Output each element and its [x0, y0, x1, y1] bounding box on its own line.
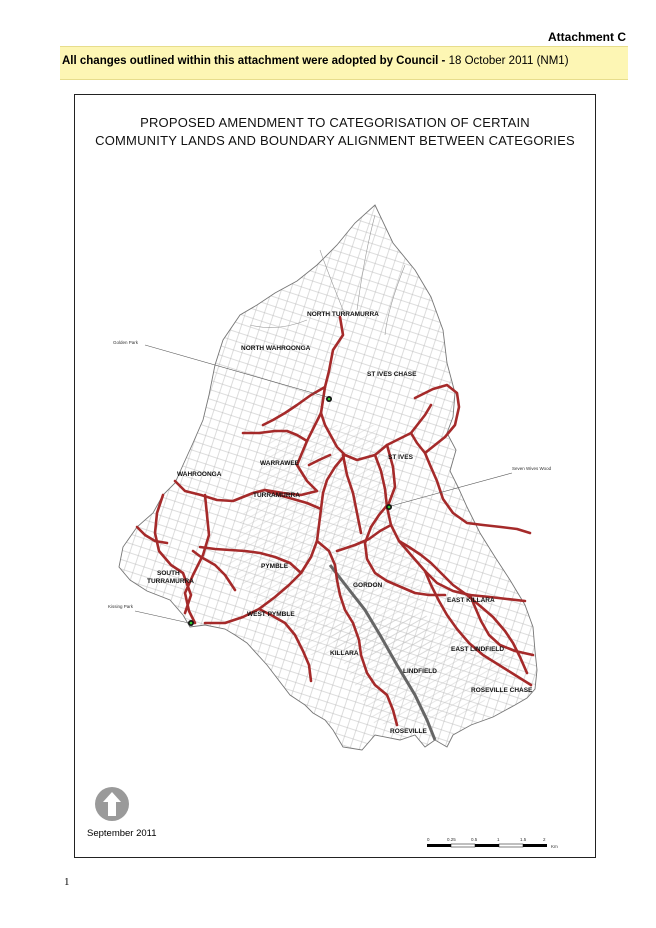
label-pymble: PYMBLE: [261, 563, 289, 570]
page-number: 1: [64, 876, 70, 888]
banner-date-text: 18 October 2011 (NM1): [448, 55, 569, 67]
scale-tick-5: 2: [543, 837, 546, 842]
label-west-pymble: WEST PYMBLE: [247, 611, 295, 618]
label-golden-park: Golden Park: [113, 340, 139, 345]
label-kissing-park: Kissing Park: [108, 604, 134, 609]
banner-text: [62, 55, 569, 67]
label-killara: KILLARA: [330, 650, 359, 657]
label-lindfield: LINDFIELD: [403, 668, 437, 675]
scale-tick-4: 1.5: [520, 837, 527, 842]
label-east-lindfield: EAST LINDFIELD: [451, 646, 505, 653]
label-gordon: GORDON: [353, 582, 383, 589]
map-date: September 2011: [87, 828, 157, 839]
label-wahroonga: WAHROONGA: [177, 471, 222, 478]
map-title-line2: COMMUNITY LANDS AND BOUNDARY ALIGNMENT BETWEEN CATEGORIES: [95, 133, 575, 148]
label-south-turramurra-2: TURRAMURRA: [147, 578, 194, 585]
map-frame: [74, 94, 596, 858]
scale-tick-0: 0: [427, 837, 430, 842]
scale-tick-2: 0.5: [471, 837, 478, 842]
scale-tick-1: 0.25: [447, 837, 456, 842]
council-map: [75, 95, 595, 857]
label-east-killara: EAST KILLARA: [447, 597, 495, 604]
label-st-ives: ST IVES: [388, 454, 413, 461]
scale-bar: [425, 835, 565, 857]
label-seven-wives-wood: Seven Wives Wood: [512, 466, 552, 471]
scale-unit: Km: [551, 844, 558, 849]
map-title-line1: PROPOSED AMENDMENT TO CATEGORISATION OF CERTAIN: [140, 115, 530, 130]
north-arrow-icon: [95, 787, 129, 821]
label-warrawee: WARRAWEE: [260, 460, 299, 467]
label-roseville-chase: ROSEVILLE CHASE: [471, 687, 533, 694]
label-roseville: ROSEVILLE: [390, 728, 427, 735]
banner-bold-text: All changes outlined within this attachment were adopted by Council -: [62, 55, 449, 67]
adoption-banner: [60, 46, 628, 80]
scale-tick-3: 1: [497, 837, 500, 842]
label-north-wahroonga: NORTH WAHROONGA: [241, 345, 311, 352]
attachment-label: Attachment C: [547, 30, 626, 44]
label-st-ives-chase: ST IVES CHASE: [367, 371, 417, 378]
label-north-turramurra: NORTH TURRAMURRA: [307, 311, 379, 318]
label-south-turramurra-1: SOUTH: [157, 570, 180, 577]
label-turramurra: TURRAMURRA: [253, 492, 300, 499]
